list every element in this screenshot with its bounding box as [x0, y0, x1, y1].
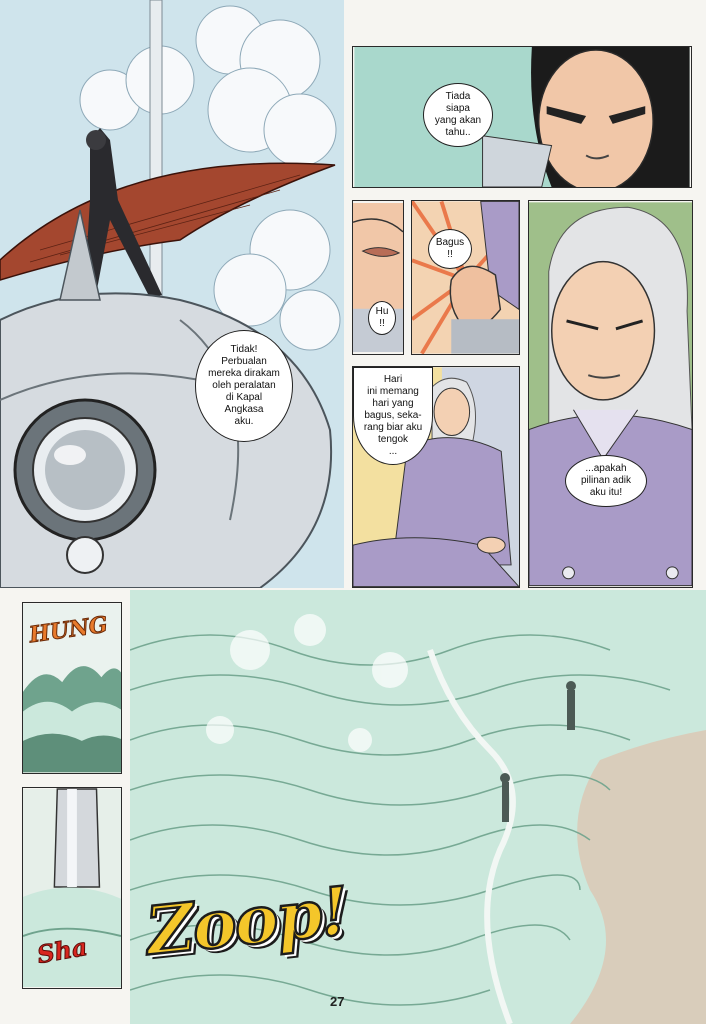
speech-bubble-tiada: Tiada siapa yang akan tahu.. [423, 83, 493, 147]
panel-splash-sha [22, 787, 122, 989]
panel-wave-hung [22, 602, 122, 774]
panel-villain-closeup [352, 46, 692, 188]
panel-seated-man [352, 366, 520, 588]
sfx-hung: HUNG [27, 611, 110, 649]
panel-beach [130, 590, 706, 1024]
sfx-zoop: Zoop! [142, 871, 351, 971]
speech-bubble-hari: Hari ini memang hari yang bagus, seka- rang biar aku tengok ... [353, 367, 433, 465]
speech-bubble-bagus: Bagus !! [428, 229, 472, 269]
panel-hand [411, 200, 520, 355]
sfx-sha: Sha [34, 931, 90, 970]
panel-mouth-closeup [352, 200, 404, 355]
speech-bubble-hu: Hu !! [368, 301, 396, 335]
panel-white-hair-man [528, 200, 693, 588]
white-hair-man-art [529, 201, 692, 587]
speech-bubble-tidak: Tidak! Perbualan mereka dirakam oleh peralatan di Kapal Angkasa aku. [195, 330, 293, 442]
spaceship-art [0, 0, 344, 588]
villain-face-art [353, 47, 691, 187]
panel-spaceship [0, 0, 344, 588]
page-number: 27 [330, 994, 345, 1009]
speech-bubble-apakah: ...apakah pilinan adik aku itu! [565, 455, 647, 507]
hand-art [412, 201, 519, 354]
